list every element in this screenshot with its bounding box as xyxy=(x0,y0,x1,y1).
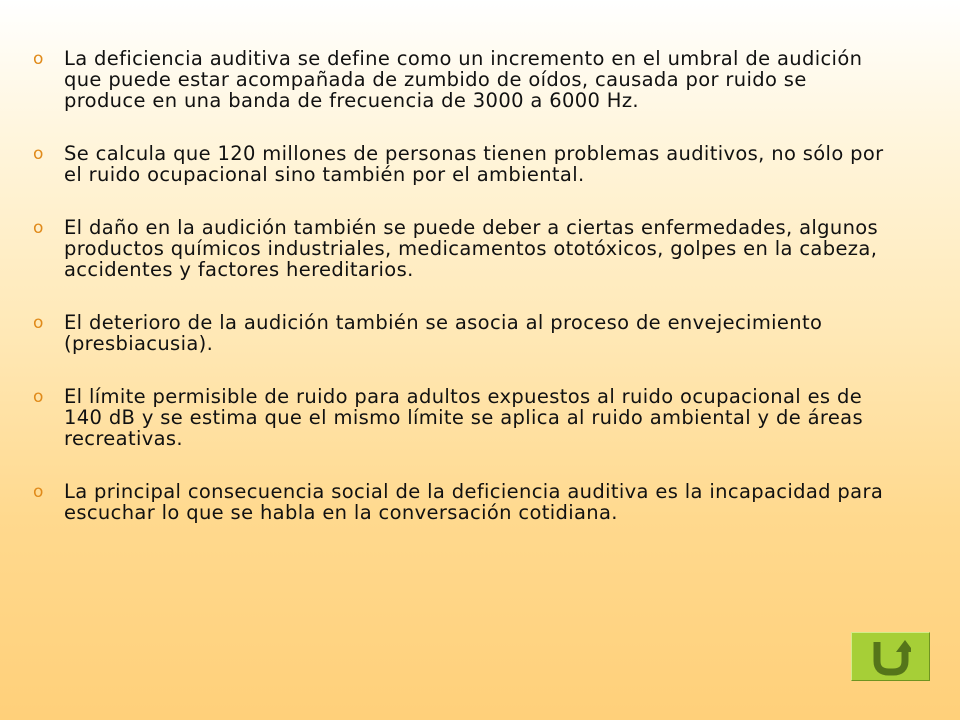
bullet-item xyxy=(33,481,893,523)
bullet-list xyxy=(33,48,893,555)
bullet-text: El deterioro de la audición también se asocia al proceso de envejecimiento (presbiacusia). xyxy=(64,311,823,355)
bullet-text: La deficiencia auditiva se define como un incremento en el umbral de audición que puede estar acompañada de zumbido de oídos, causada por ruido se produce en una banda de frecuencia de 3000 a 6000 Hz. xyxy=(64,47,863,112)
bullet-text: El límite permisible de ruido para adultos expuestos al ruido ocupacional es de 140 dB y se estima que el mismo límite se aplica al ruido ambiental y de áreas recreativas. xyxy=(64,385,863,450)
bullet-item xyxy=(33,143,893,185)
bullet-text: La principal consecuencia social de la deficiencia auditiva es la incapacidad para escuchar lo que se habla en la conversación cotidiana. xyxy=(64,480,884,524)
bullet-item xyxy=(33,217,893,280)
bullet-marker: o xyxy=(33,313,44,333)
bullet-item xyxy=(33,48,893,111)
bullet-marker: o xyxy=(33,387,44,407)
return-arrow-icon xyxy=(871,638,911,676)
bullet-marker: o xyxy=(33,144,44,164)
bullet-marker: o xyxy=(33,482,44,502)
back-button[interactable] xyxy=(851,632,930,681)
bullet-text: Se calcula que 120 millones de personas tienen problemas auditivos, no sólo por el ruido ocupacional sino también por el ambiental. xyxy=(64,142,884,186)
bullet-text: El daño en la audición también se puede deber a ciertas enfermedades, algunos productos químicos industriales, medicamentos ototóxicos, golpes en la cabeza, accidentes y factores hereditarios. xyxy=(64,216,879,281)
bullet-item xyxy=(33,386,893,449)
bullet-marker: o xyxy=(33,49,44,69)
bullet-marker: o xyxy=(33,218,44,238)
bullet-item xyxy=(33,312,893,354)
